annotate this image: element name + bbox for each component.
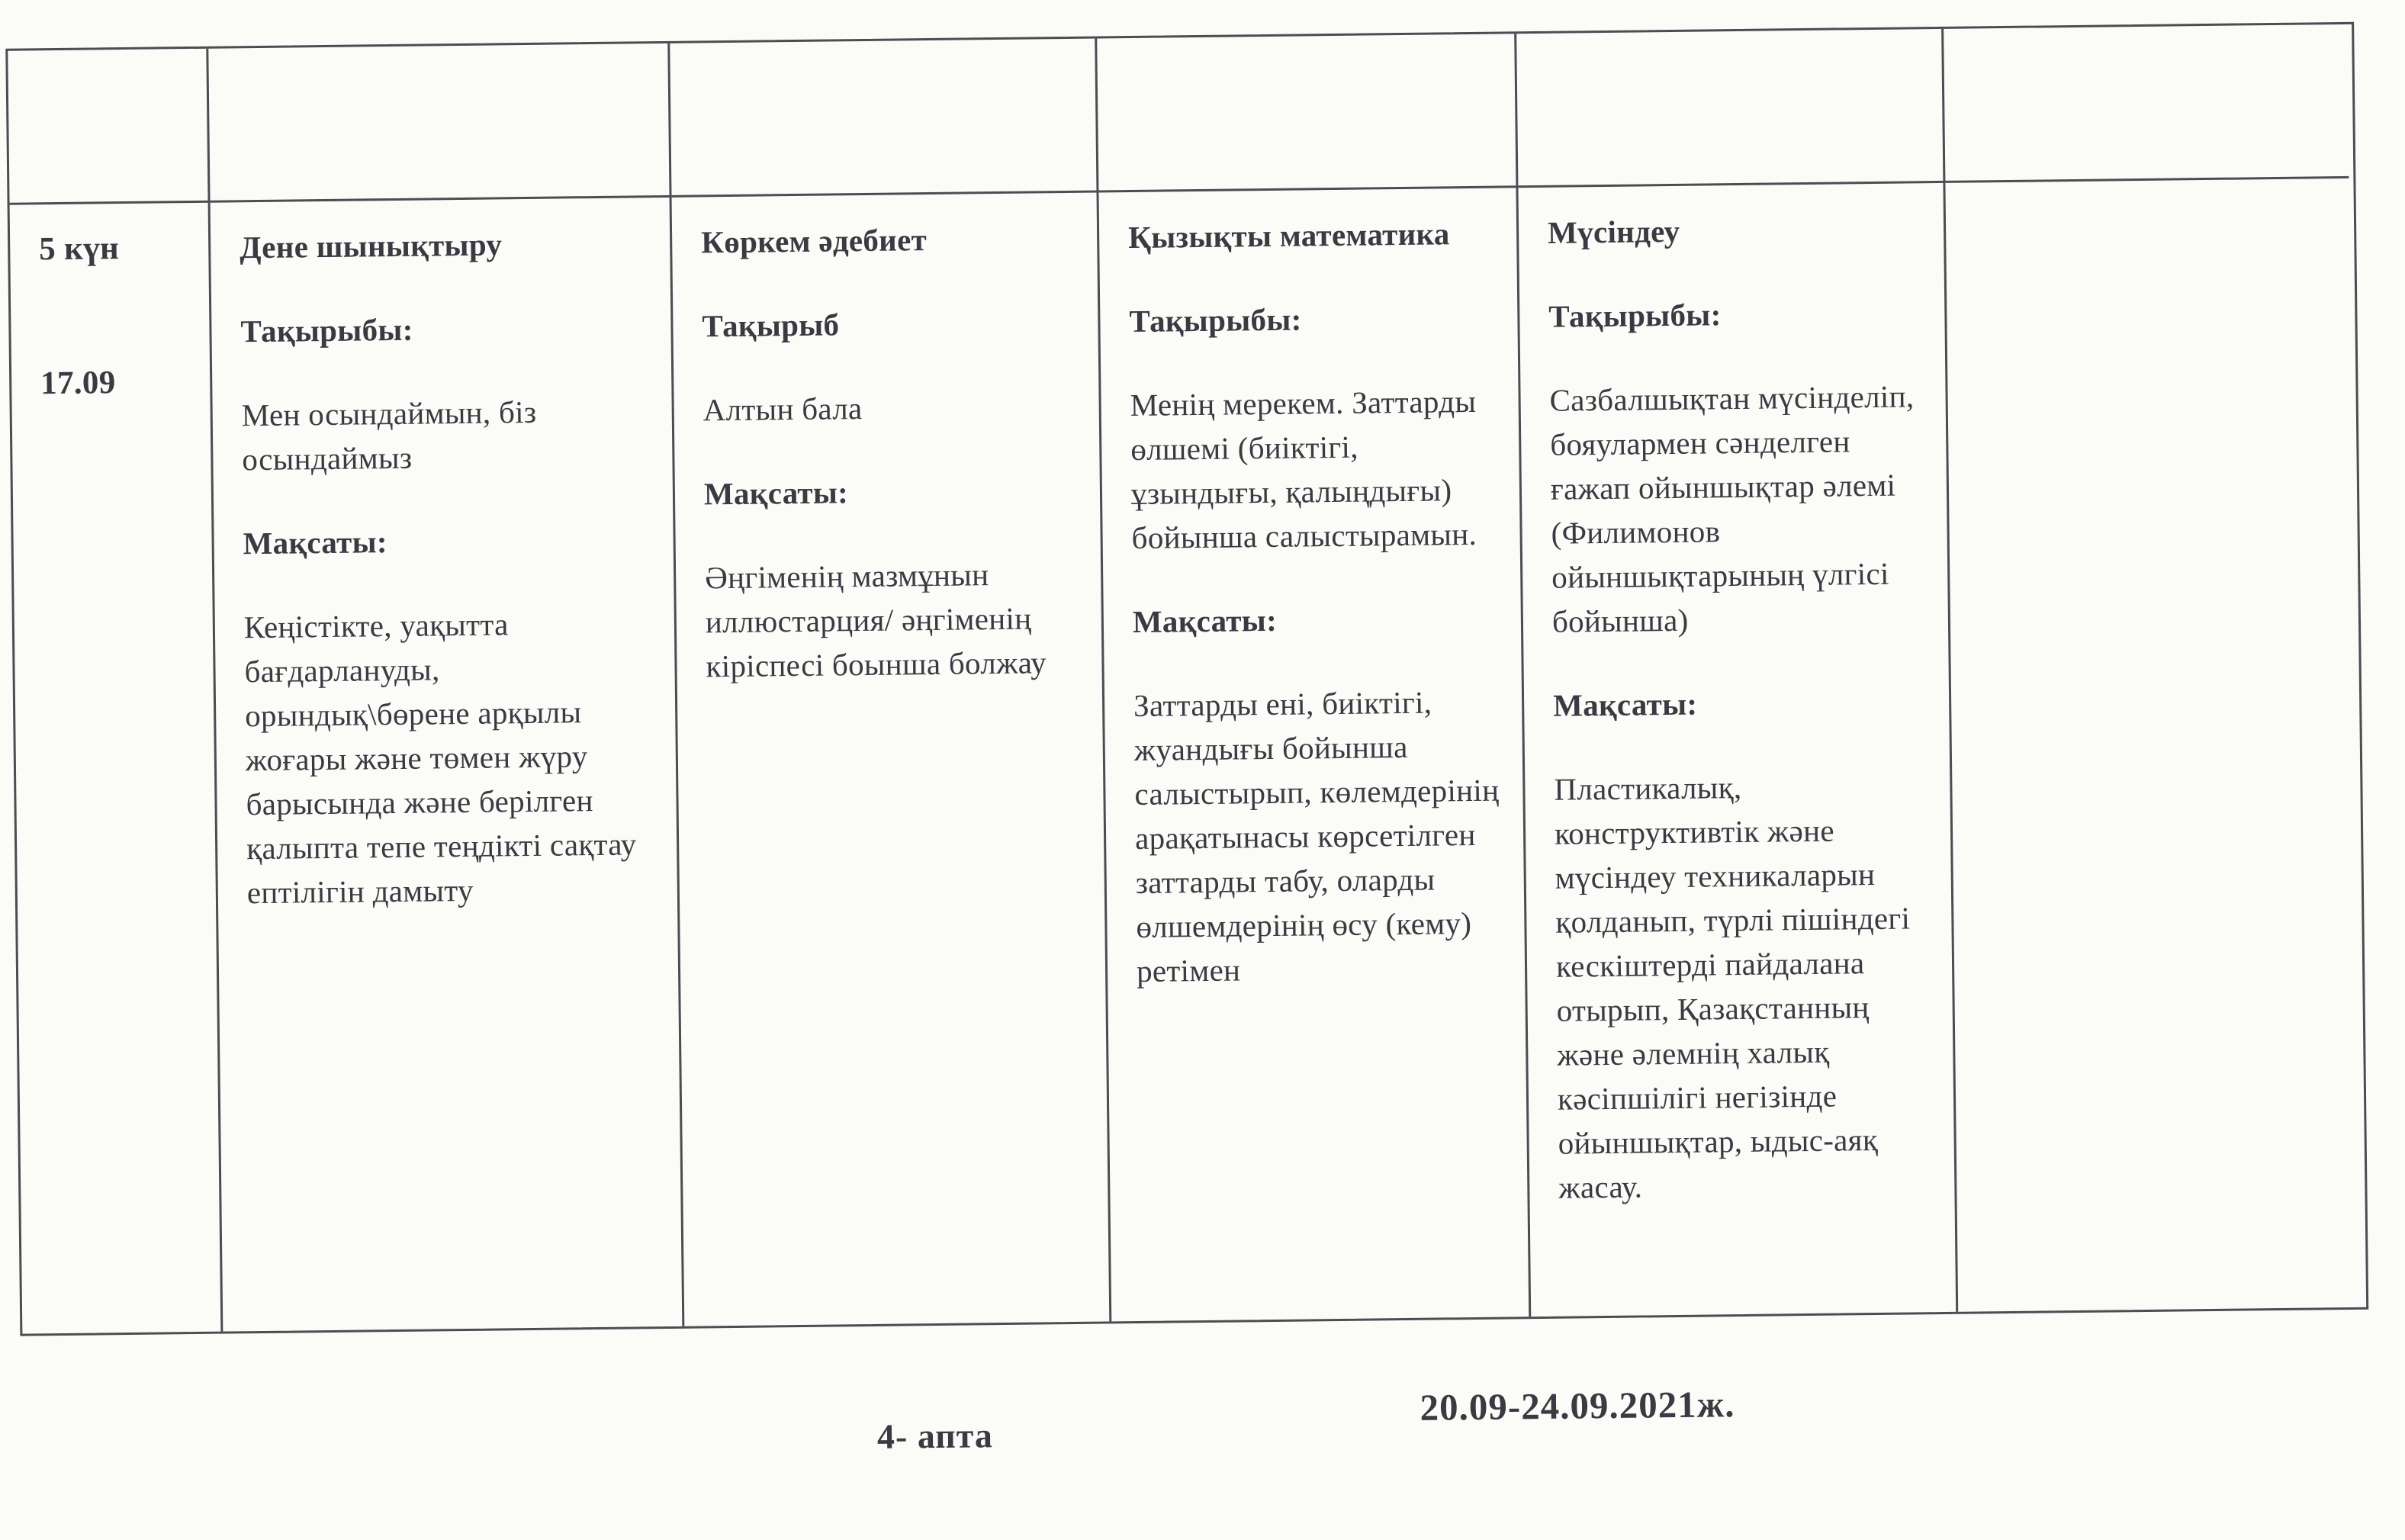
subject-title: Қызықты математика: [1127, 216, 1450, 256]
header-empty-cell-day: [8, 49, 210, 205]
goal-label: Мақсаты:: [1132, 602, 1278, 640]
goal-text: Заттарды ені, биіктігі, жуандығы бойынша салыстырып, көлемдерінің арақатынасы көрсетілген заттарды табу, оларды өлшемдерінің өсу (кему) ретімен: [1133, 684, 1500, 989]
subject-title: Дене шынықтыру: [239, 227, 503, 265]
week-label: 4- апта: [876, 1416, 994, 1456]
subject-title: Мүсіндеу: [1547, 213, 1680, 250]
topic-text: Сазбалшықтан мүсінделіп, бояулармен сәнделген ғажап ойыншықтар әлемі (Филимонов ойыншықтарының үлгісі бойынша): [1549, 378, 1915, 639]
day-cell: [10, 203, 223, 1334]
topic-text: Мен осындаймын, біз осындаймыз: [241, 394, 537, 477]
header-empty-cell-5: [1944, 24, 2349, 183]
header-empty-cell-2: [670, 39, 1098, 198]
subject-cell-physical-education: [211, 198, 685, 1332]
empty-cell: [1945, 178, 2362, 1312]
lesson-plan-table: [5, 22, 2368, 1336]
topic-label: Тақырыбы:: [1129, 301, 1302, 339]
header-empty-cell-1: [208, 43, 671, 203]
goal-text: Пластикалық, конструктивтік және мүсіндеу техникаларын қолданып, түрлі пішіндегі кескіштерді пайдалана отырып, Қазақстанның және әлемнің халық кәсіпшілігі негізінде ойыншықтар, ыдыс-аяқ жасау.: [1554, 769, 1911, 1205]
subject-cell-math: [1099, 188, 1532, 1321]
header-empty-cell-4: [1516, 29, 1945, 188]
topic-text: Алтын бала: [703, 391, 863, 428]
date-range-label: 20.09-24.09.2021ж.: [1420, 1383, 1735, 1429]
header-empty-cell-3: [1097, 34, 1518, 192]
goal-label: Мақсаты:: [703, 474, 849, 512]
subject-cell-literature: [672, 192, 1112, 1326]
day-label: 5 күн: [38, 230, 120, 268]
date-label: 17.09: [40, 365, 116, 402]
topic-label: Тақырыбы:: [240, 311, 413, 349]
goal-label: Мақсаты:: [1552, 686, 1698, 723]
topic-text: Менің мерекем. Заттарды өлшемі (биіктігі, ұзындығы, қалыңдығы) бойынша салыстырамын.: [1130, 383, 1477, 556]
topic-label: Тақырыб: [702, 307, 840, 344]
goal-text: Кеңістікте, уақытта бағдарлануды, орындық\бөрене арқылы жоғары және төмен жүру барысында және берілген қалыпта тепе теңдікті сақтау ептілігін дамыту: [243, 606, 637, 911]
subject-title: Көркем әдебиет: [700, 222, 928, 260]
goal-text: Әңгіменің мазмұнын иллюстарция/ әңгіменің кіріспесі боынша болжау: [704, 557, 1047, 684]
subject-cell-sculpting: [1518, 183, 1958, 1317]
goal-label: Мақсаты:: [243, 524, 388, 561]
topic-label: Тақырыбы:: [1548, 297, 1722, 334]
